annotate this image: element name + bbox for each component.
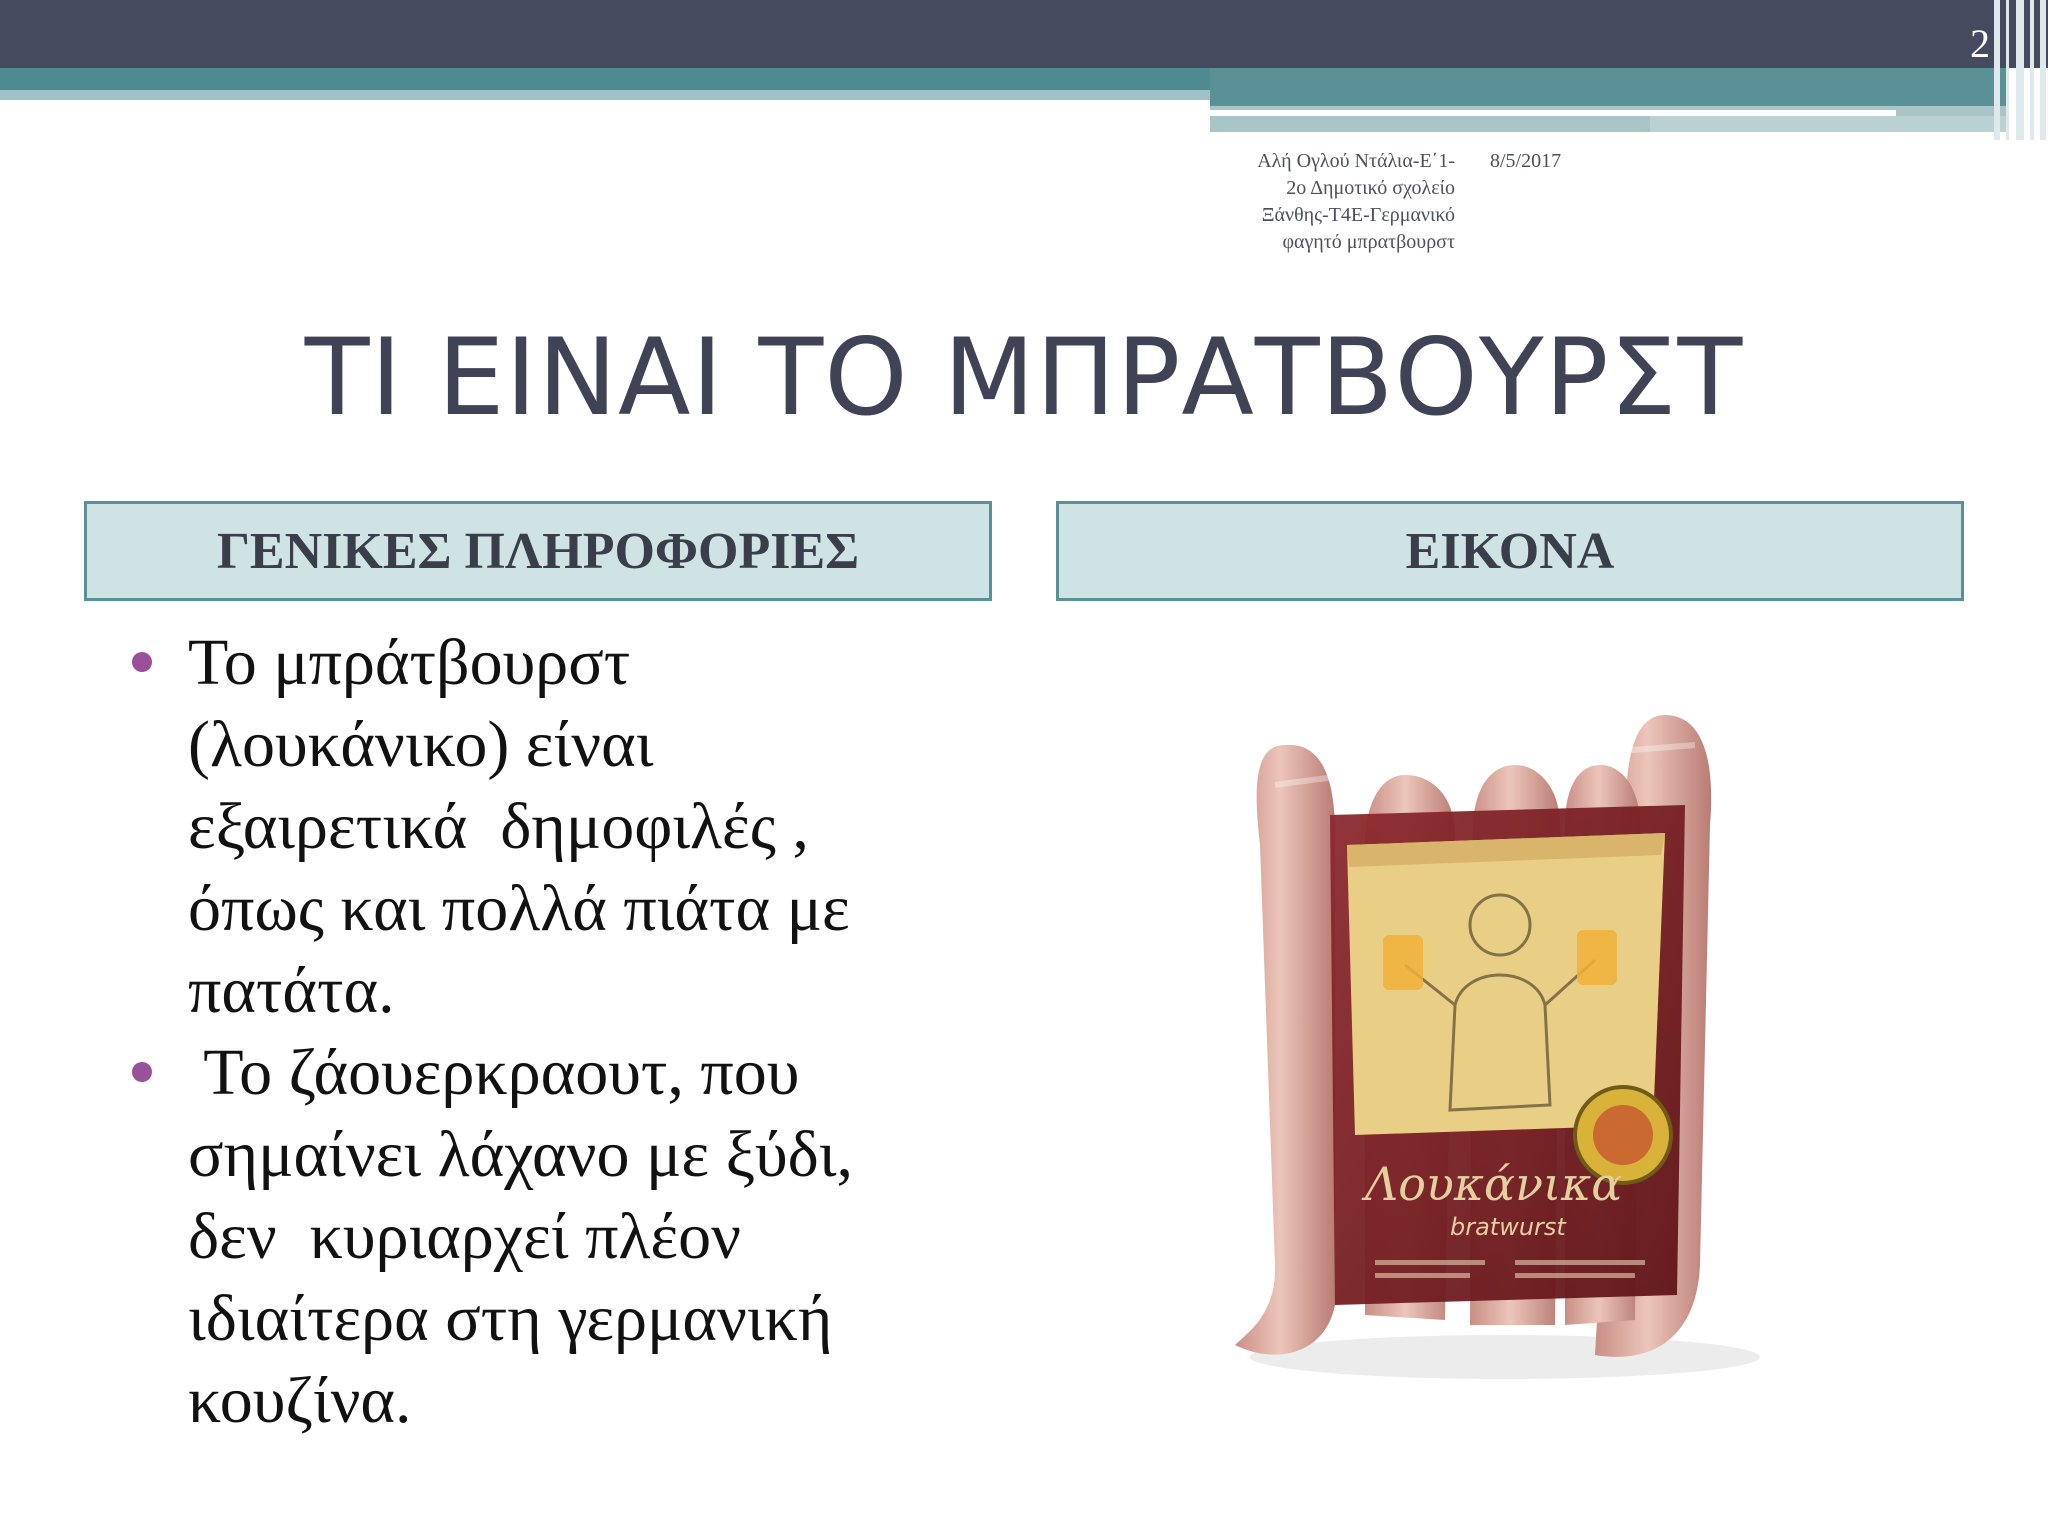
slide-number: 2 (1970, 21, 1990, 66)
package-sub-text: bratwurst (1450, 1213, 1566, 1241)
sausage-left (1235, 745, 1335, 1355)
bullet-line: πατάτα. (188, 954, 395, 1027)
header-band-light (0, 90, 1210, 100)
package-brand-text: Λουκάνικα (1365, 1157, 1623, 1211)
footer-author-line: Αλή Ογλού Ντάλια-Ε΄1- (1257, 150, 1455, 172)
bullet-line: ιδιαίτερα στη γερμανική (188, 1282, 833, 1355)
bullet-line: Το ζάουερκραουτ, που (188, 1036, 800, 1109)
footer-author-line: φαγητό μπρατβουρστ (1282, 231, 1455, 253)
left-column-header: ΓΕΝΙΚΕΣ ΠΛΗΡΟΦΟΡΙΕΣ (84, 501, 992, 601)
bullet-dot-icon (132, 652, 152, 672)
sausage-package-image (1215, 705, 1775, 1385)
header-band-dark (0, 0, 2048, 68)
bullet-dot-icon (132, 1062, 152, 1082)
slide-title: ΤΙ ΕΙΝΑΙ ΤΟ ΜΠΡΑΤΒΟΥΡΣΤ (304, 316, 1744, 439)
footer-author-line: 2ο Δημοτικό σχολείο (1286, 177, 1455, 199)
footer-author-line: Ξάνθης-Τ4Ε-Γερμανικό (1261, 204, 1455, 226)
bullet-line: σημαίνει λάχανο με ξύδι, (188, 1118, 854, 1191)
bullet-list (130, 622, 990, 1442)
bullet-item (130, 622, 990, 1032)
footer-date: 8/5/2017 (1490, 150, 1562, 172)
bullet-line: κουζίνα. (188, 1364, 412, 1437)
vertical-stripes (1990, 0, 2048, 140)
bullet-line: εξαιρετικά δημοφιλές , (188, 790, 809, 863)
header-band-teal (0, 68, 1210, 90)
bullet-line: (λουκάνικο) είναι (188, 708, 654, 781)
footer-author (1180, 148, 1455, 256)
bullet-item (130, 1032, 990, 1442)
bullet-line: όπως και πολλά πιάτα με (188, 872, 850, 945)
header-band-teal-right (1210, 68, 2008, 106)
header-band-light-right-2 (1650, 116, 2008, 132)
bullet-line: Το μπράτβουρστ (188, 626, 631, 699)
bullet-line: δεν κυριαρχεί πλέον (188, 1200, 741, 1273)
right-column-header: ΕΙΚΟΝΑ (1056, 501, 1964, 601)
